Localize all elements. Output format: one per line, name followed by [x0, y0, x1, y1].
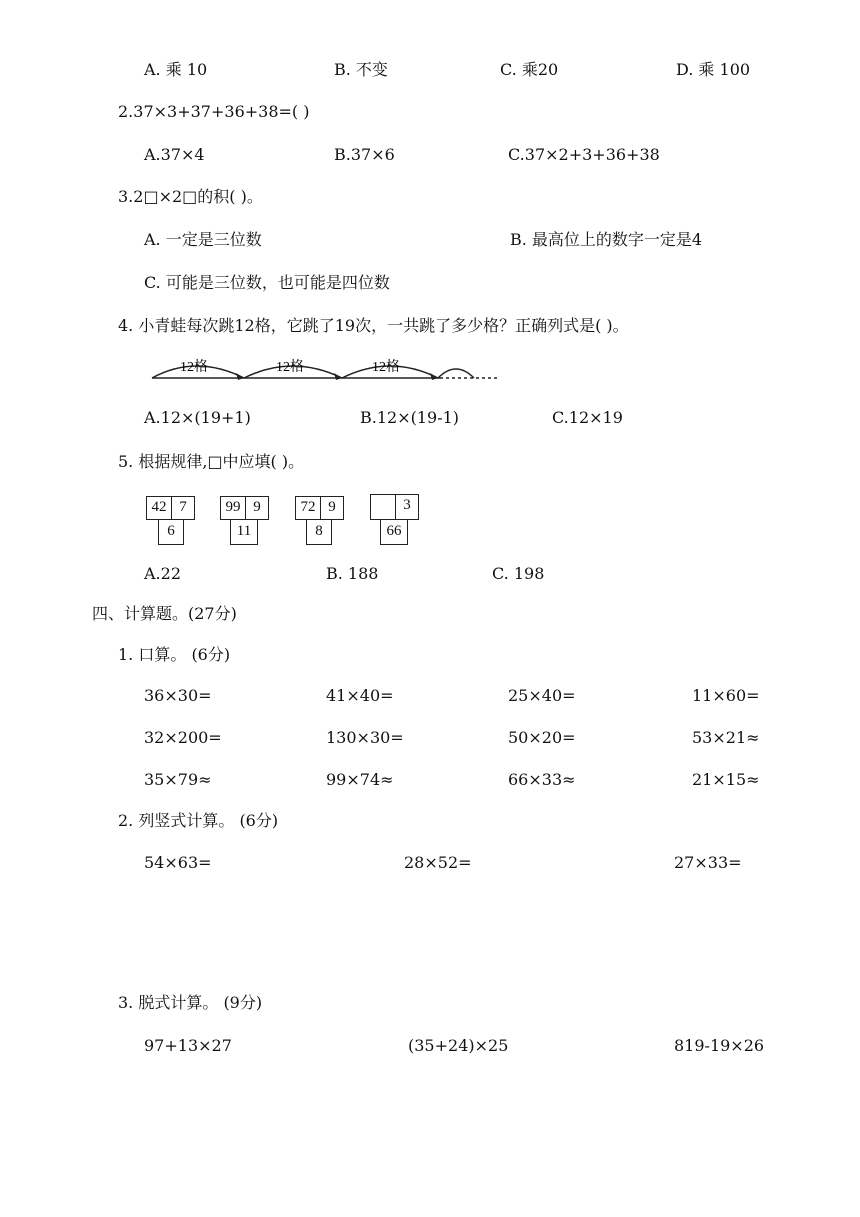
q2-option-b: B.37×6: [334, 145, 395, 164]
pattern-3-bottom: 8: [306, 519, 332, 545]
pattern-4-right: 3: [395, 494, 419, 520]
q1-option-a: A. 乘 10: [144, 60, 208, 79]
oral-item: 99×74≈: [326, 770, 394, 789]
pattern-1-bottom: 6: [158, 519, 184, 545]
q2-option-a: A.37×4: [144, 145, 205, 164]
oral-item: 32×200=: [144, 728, 222, 747]
pattern-2-right: 9: [245, 496, 269, 520]
jump-label-3: 12格: [372, 360, 400, 375]
q1-option-c: C. 乘20: [500, 60, 559, 79]
pattern-1-left: 42: [146, 496, 172, 520]
oral-item: 25×40=: [508, 686, 576, 705]
vertical-item: 28×52=: [404, 853, 472, 872]
q5-stem: 5. 根据规律,□中应填( )。: [118, 452, 305, 471]
stepwise-calc-title: 3. 脱式计算。 (9分): [118, 993, 263, 1012]
stepwise-item: 819-19×26: [674, 1036, 765, 1055]
oral-item: 21×15≈: [692, 770, 760, 789]
oral-item: 35×79≈: [144, 770, 212, 789]
pattern-3-left: 72: [295, 496, 321, 520]
stepwise-item: (35+24)×25: [408, 1036, 509, 1055]
q5-option-c: C. 198: [492, 564, 545, 583]
q1-option-b: B. 不变: [334, 60, 388, 79]
q3-option-c: C. 可能是三位数，也可能是四位数: [144, 273, 390, 292]
section-4-title: 四、计算题。(27分): [92, 604, 237, 623]
q1-option-d: D. 乘 100: [676, 60, 751, 79]
q4-option-a: A.12×(19+1): [144, 408, 251, 427]
q4-stem: 4. 小青蛙每次跳12格，它跳了19次，一共跳了多少格？正确列式是( )。: [118, 316, 629, 335]
oral-item: 41×40=: [326, 686, 394, 705]
frog-jump-diagram: [148, 352, 504, 386]
oral-calc-title: 1. 口算。 (6分): [118, 645, 231, 664]
q4-option-c: C.12×19: [552, 408, 623, 427]
pattern-2-bottom: 11: [230, 519, 258, 545]
vertical-item: 27×33=: [674, 853, 742, 872]
oral-item: 50×20=: [508, 728, 576, 747]
vertical-item: 54×63=: [144, 853, 212, 872]
oral-item: 53×21≈: [692, 728, 760, 747]
pattern-1-right: 7: [171, 496, 195, 520]
pattern-3-right: 9: [320, 496, 344, 520]
q5-option-b: B. 188: [326, 564, 379, 583]
q4-option-b: B.12×(19-1): [360, 408, 460, 427]
jump-label-2: 12格: [276, 360, 304, 375]
vertical-calc-title: 2. 列竖式计算。 (6分): [118, 811, 279, 830]
stepwise-item: 97+13×27: [144, 1036, 232, 1055]
oral-item: 130×30=: [326, 728, 404, 747]
q3-stem: 3.2□×2□的积( )。: [118, 187, 263, 206]
oral-item: 11×60=: [692, 686, 760, 705]
jump-label-1: 12格: [180, 360, 208, 375]
oral-item: 36×30=: [144, 686, 212, 705]
pattern-2-left: 99: [220, 496, 246, 520]
q3-option-a: A. 一定是三位数: [144, 230, 262, 249]
pattern-4-left-blank: [370, 494, 396, 520]
oral-item: 66×33≈: [508, 770, 576, 789]
q5-option-a: A.22: [144, 564, 181, 583]
q3-option-b: B. 最高位上的数字一定是4: [510, 230, 703, 249]
pattern-4-bottom: 66: [380, 519, 408, 545]
q2-stem: 2.37×3+37+36+38=( ): [118, 102, 310, 121]
q2-option-c: C.37×2+3+36+38: [508, 145, 660, 164]
